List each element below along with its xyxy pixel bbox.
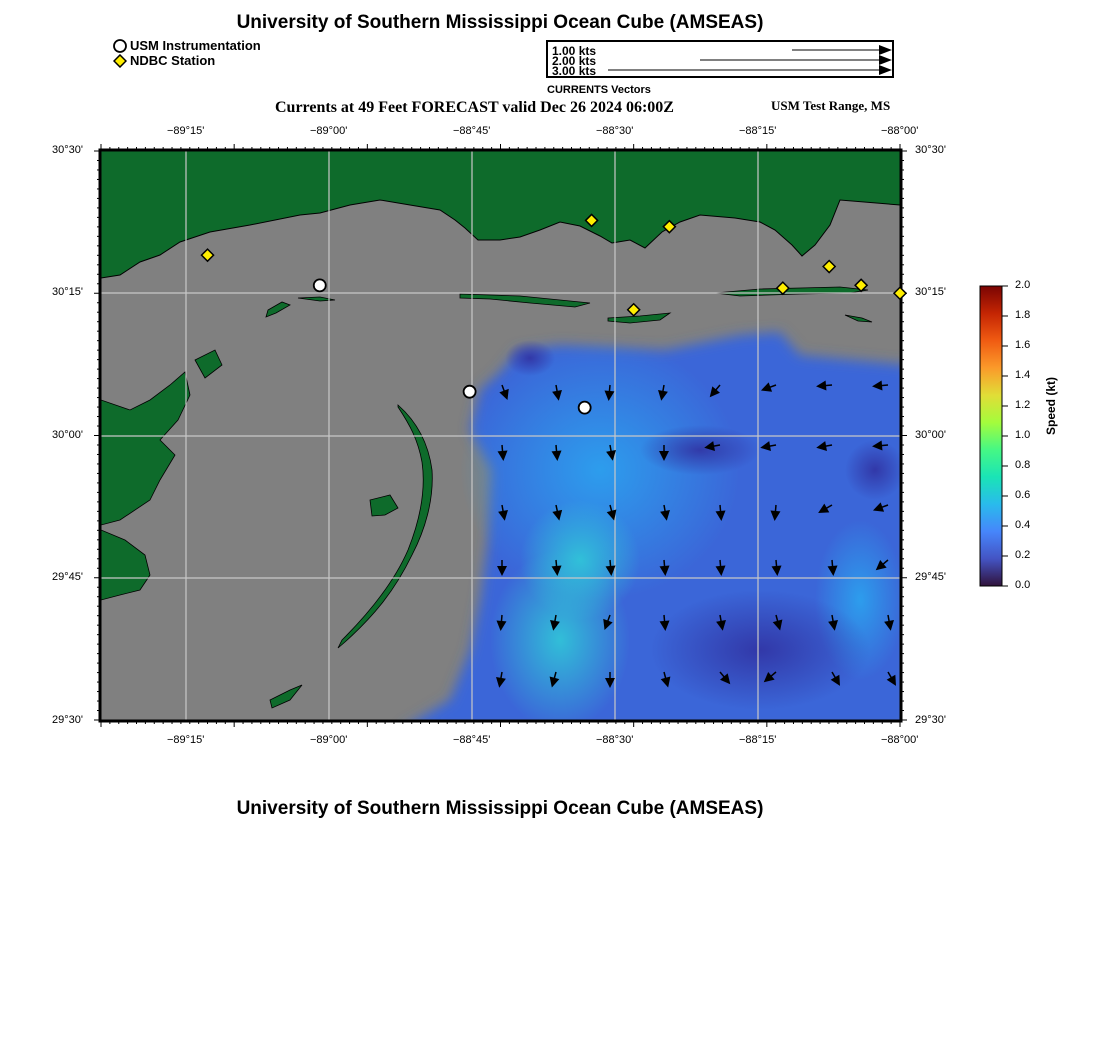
lat-tick-left: 29°30' [52,714,83,726]
lat-tick-right: 29°30' [915,714,946,726]
lon-tick-bottom: −88°15' [739,734,777,746]
vector-scale-label-3: 3.00 kts [552,64,597,78]
lon-tick-bottom: −88°30' [596,734,634,746]
vector-scale-label-1: 1.00 kts [552,44,597,58]
usm-instrument-marker[interactable] [314,279,326,291]
legend-usm-label: USM Instrumentation [130,38,261,53]
lon-tick-bottom: −89°15' [167,734,205,746]
usm-instrument-marker[interactable] [464,386,476,398]
lon-tick-top: −88°15' [739,125,777,137]
colorbar [975,280,1015,590]
legend-ndbc-label: NDBC Station [130,53,216,68]
lat-tick-left: 30°30' [52,144,83,156]
colorbar-tick-label: 1.6 [1015,339,1031,351]
lon-tick-bottom: −89°00' [310,734,348,746]
lon-tick-bottom: −88°45' [453,734,491,746]
lon-tick-top: −88°45' [453,125,491,137]
footer-title: University of Southern Mississippi Ocean Cube (AMSEAS) [236,798,764,819]
colorbar-tick-label: 0.2 [1015,549,1031,561]
colorbar-tick-label: 0.4 [1015,519,1031,531]
vector-scale-caption: CURRENTS Vectors [547,84,651,96]
lat-tick-right: 30°30' [915,144,946,156]
colorbar-label: Speed (kt) [1044,376,1058,435]
colorbar-tick-label: 1.8 [1015,309,1031,321]
page-title: University of Southern Mississippi Ocean Cube (AMSEAS) [236,12,764,33]
lat-tick-right: 30°00' [915,429,946,441]
colorbar-tick-label: 1.2 [1015,399,1031,411]
lat-tick-right: 29°45' [915,571,946,583]
lat-tick-left: 29°45' [52,571,83,583]
colorbar-tick-label: 0.6 [1015,489,1031,501]
region-label: USM Test Range, MS [771,98,891,113]
lat-tick-right: 30°15' [915,286,946,298]
colorbar-tick-label: 1.4 [1015,369,1031,381]
lon-tick-bottom: −88°00' [881,734,919,746]
lat-tick-left: 30°00' [52,429,83,441]
lon-tick-top: −89°00' [310,125,348,137]
colorbar-tick-label: 1.0 [1015,429,1031,441]
lon-tick-top: −88°00' [881,125,919,137]
lat-tick-left: 30°15' [52,286,83,298]
lon-tick-top: −89°15' [167,125,205,137]
vector-scale-label-2: 2.00 kts [552,54,597,68]
usm-instrument-marker[interactable] [579,402,591,414]
lon-tick-top: −88°30' [596,125,634,137]
colorbar-tick-label: 2.0 [1015,279,1031,291]
colorbar-tick-label: 0.8 [1015,459,1031,471]
map-subtitle: Currents at 49 Feet FORECAST valid Dec 26 2024 06:00Z [275,99,674,116]
colorbar-tick-label: 0.0 [1015,579,1031,591]
